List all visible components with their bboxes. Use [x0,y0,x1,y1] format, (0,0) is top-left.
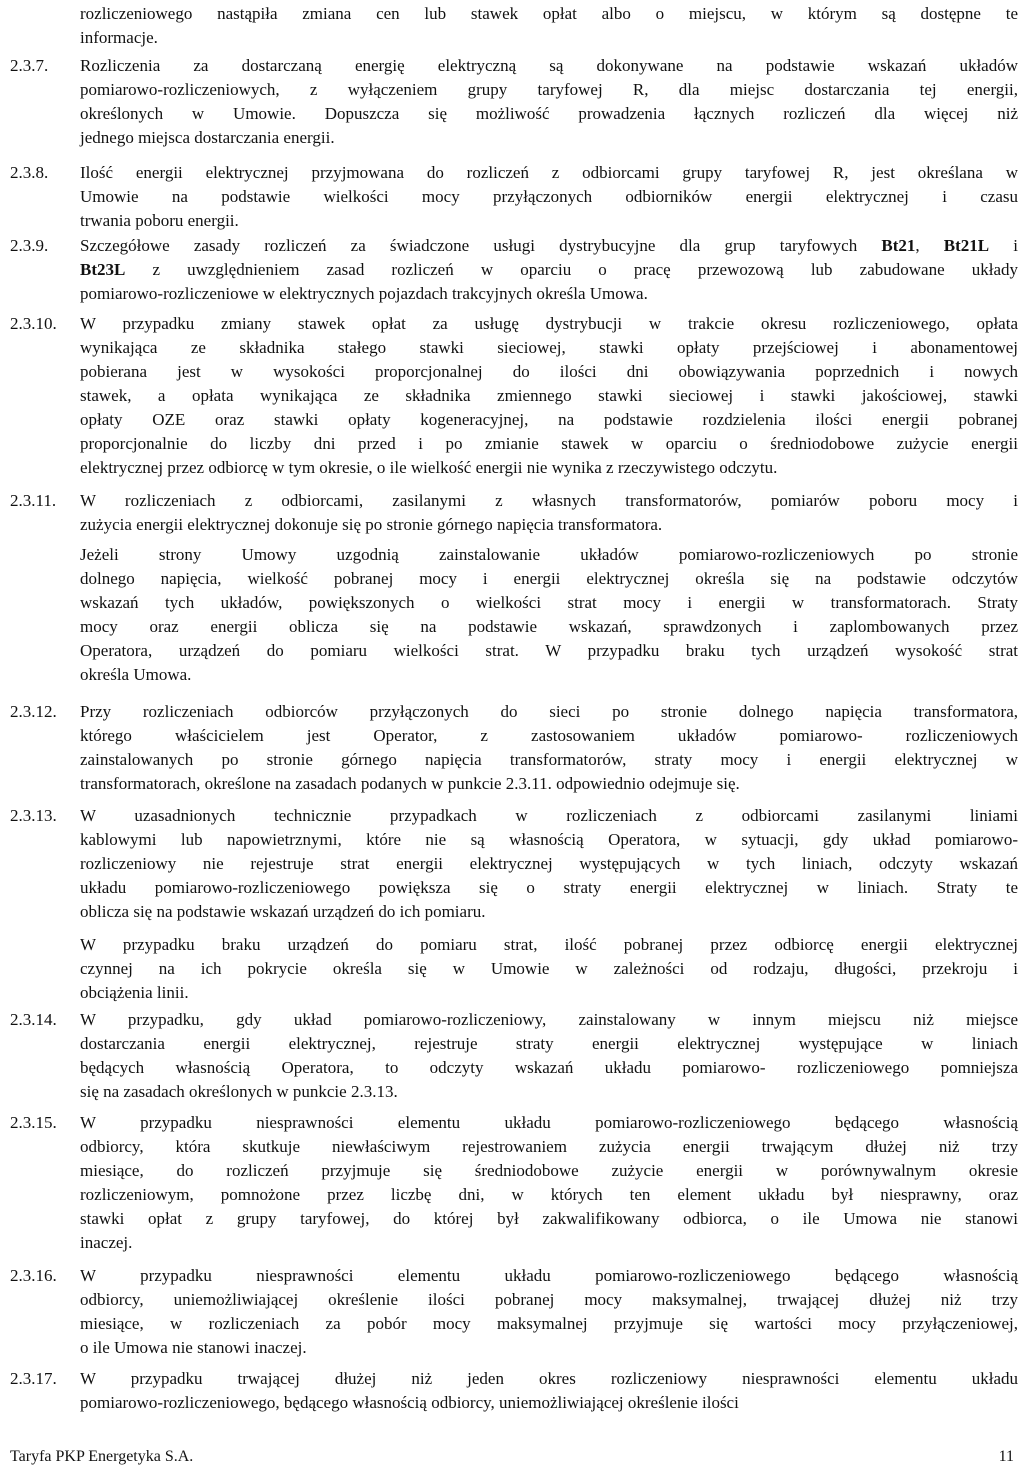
text-line: się na zasadach określonych w punkcie 2.3.13. [80,1082,398,1101]
section-2-3-7 [0,54,1024,150]
text-line: W przypadku braku urządzeń do pomiaru strat, ilość pobranej przez odbiorcę energii elektrycznej [80,935,1018,954]
section-2-3-17 [0,1367,1024,1415]
text-line: elektrycznej przez odbiorcę w tym okresie, o ile wielkość energii nie wynika z rzeczywistego odczytu. [80,458,778,477]
text-line: Operatora, urządzeń do pomiaru wielkości strat. W przypadku braku tych urządzeń wysokość strat [80,641,1018,660]
text-line: pobierana jest w wysokości proporcjonalnej do ilości dni obowiązywania poprzednich i nowych [80,362,1018,381]
text-line: dolnego napięcia, wielkość pobranej mocy i energii elektrycznej określa się na podstawie odczytów [80,569,1018,588]
text-line: trwania poboru energii. [80,211,239,230]
section-number: 2.3.14. [10,1010,57,1029]
text-line: Ilość energii elektrycznej przyjmowana do rozliczeń z odbiorcami grupy taryfowej R, jest określana w [80,163,1018,182]
text-line: oblicza się na podstawie wskazań urządzeń do ich pomiaru. [80,902,486,921]
section-number: 2.3.16. [10,1266,57,1285]
page-number: 11 [998,1448,1014,1465]
text-line: miesiące, w rozliczeniach za pobór mocy maksymalnej przyjmuje się wartości mocy przyłączeniowej, [80,1314,1018,1333]
text-line: czynnej na ich pokrycie określa się w Umowie w zależności od rodzaju, długości, przekroju i [80,959,1018,978]
section-2-3-13 [0,804,1024,924]
text-line: dostarczania energii elektrycznej, rejestruje straty energii elektrycznej występujące w liniach [80,1034,1018,1053]
text-line: obciążenia linii. [80,983,189,1002]
text-line: pomiarowo-rozliczeniowych, z wyłączeniem grupy taryfowej R, dla miejsc dostarczania tej energii, [80,80,1018,99]
section-2-3-11 [0,489,1024,537]
text-line: rozliczeniowym, pomnożone przez liczbę dni, w których ten element układu był niesprawny, oraz [80,1185,1018,1204]
text-line: W uzasadnionych technicznie przypadkach w rozliczeniach z odbiorcami zasilanymi liniami [80,806,1018,825]
continuation-paragraph [0,543,1024,687]
text-line: Umowie na podstawie wielkości mocy przyłączonych odbiorników energii elektrycznej i czasu [80,187,1018,206]
section-2-3-14 [0,1008,1024,1104]
text-line: o ile Umowa nie stanowi inaczej. [80,1338,307,1357]
section-2-3-15 [0,1111,1024,1255]
text-line: określa Umowa. [80,665,192,684]
section-2-3-9 [0,234,1024,306]
section-number: 2.3.9. [10,236,49,255]
text-line: rozliczeniowego nastąpiła zmiana cen lub stawek opłat albo o miejscu, w którym są dostępne te [80,4,1018,23]
text-line: rozliczeniowy nie rejestruje strat energii elektrycznej występujących w tych liniach, odczyty wskazań [80,854,1018,873]
text-line: Przy rozliczeniach odbiorców przyłączonych do sieci po stronie dolnego napięcia transformatora, [80,702,1018,721]
section-number: 2.3.15. [10,1113,57,1132]
section-2-3-16 [0,1264,1024,1360]
text-line: W przypadku trwającej dłużej niż jeden okres rozliczeniowy niesprawności elementu układu [80,1369,1018,1388]
section-2-3-12 [0,700,1024,796]
text-line: W rozliczeniach z odbiorcami, zasilanymi z własnych transformatorów, pomiarów poboru mocy i [80,491,1018,510]
text-line: proporcjonalnie do liczby dni przed i po zmianie stawek w oparciu o średniodobowe zużycie energii [80,434,1018,453]
footer-title: Taryfa PKP Energetyka S.A. [10,1448,194,1465]
text-line: stawek, a opłata wynikająca ze składnika zmiennego stawki sieciowej i stawki jakościowej, stawki [80,386,1018,405]
text-line: W przypadku niesprawności elementu układu pomiarowo-rozliczeniowego będącego własnością [80,1113,1018,1132]
text-line: informacje. [80,28,158,47]
text-line: miesiące, do rozliczeń przyjmuje się średniodobowe zużycie energii w porównywalnym okresie [80,1161,1018,1180]
text-line: zużycia energii elektrycznej dokonuje się po stronie górnego napięcia transformatora. [80,515,663,534]
text-line: Rozliczenia za dostarczaną energię elektryczną są dokonywane na podstawie wskazań układów [80,56,1018,75]
text-line: Bt23L z uwzględnieniem zasad rozliczeń w oparciu o pracę przewozową lub zabudowane układy [80,260,1018,279]
section-number: 2.3.7. [10,56,49,75]
text-line: stawki opłat z grupy taryfowej, do której był zakwalifikowany odbiorca, o ile Umowa nie stanowi [80,1209,1018,1228]
continuation-paragraph [0,2,1024,50]
section-number: 2.3.12. [10,702,57,721]
text-line: odbiorcy, która skutkuje niewłaściwym rejestrowaniem zużycia energii trwającym dłużej niż trzy [80,1137,1018,1156]
text-line: wynikająca ze składnika stałego stawki sieciowej, stawki opłaty przejściowej i abonamentowej [80,338,1018,357]
text-line: pomiarowo-rozliczeniowe w elektrycznych pojazdach trakcyjnych określa Umowa. [80,284,648,303]
text-line: Szczegółowe zasady rozliczeń za świadczone usługi dystrybucyjne dla grup taryfowych Bt21, Bt21L i [80,236,1018,255]
text-line: opłaty OZE oraz stawki opłaty kogeneracyjnej, na podstawie rozdzielenia ilości energii pobranej [80,410,1018,429]
text-line: odbiorcy, uniemożliwiającej określenie ilości pobranej mocy maksymalnej, trwającej dłużej niż trzy [80,1290,1018,1309]
text-line: W przypadku niesprawności elementu układu pomiarowo-rozliczeniowego będącego własnością [80,1266,1018,1285]
section-2-3-8 [0,161,1024,233]
text-line: kablowymi lub napowietrznymi, które nie są własnością Operatora, w sytuacji, gdy układ pomiarowo- [80,830,1018,849]
text-line: Jeżeli strony Umowy uzgodnią zainstalowanie układów pomiarowo-rozliczeniowych po stronie [80,545,1018,564]
text-line: którego właścicielem jest Operator, z zastosowaniem układów pomiarowo- rozliczeniowych [80,726,1018,745]
text-line: będących własnością Operatora, to odczyty wskazań układu pomiarowo- rozliczeniowego pomniejsza [80,1058,1018,1077]
text-line: zainstalowanych po stronie górnego napięcia transformatorów, straty mocy i energii elektrycznej w [80,750,1018,769]
text-line: pomiarowo-rozliczeniowego, będącego własnością odbiorcy, uniemożliwiającej określenie ilości [80,1393,739,1412]
text-line: określonych w Umowie. Dopuszcza się możliwość prowadzenia łącznych rozliczeń dla więcej niż [80,104,1018,123]
text-line: jednego miejsca dostarczania energii. [80,128,335,147]
section-number: 2.3.11. [10,491,57,510]
text-line: wskazań tych układów, powiększonych o wielkości strat mocy i energii w transformatorach. Straty [80,593,1018,612]
section-number: 2.3.8. [10,163,49,182]
text-line: transformatorach, określone na zasadach podanych w punkcie 2.3.11. odpowiednio odejmuje się. [80,774,740,793]
section-number: 2.3.10. [10,314,57,333]
text-line: W przypadku zmiany stawek opłat za usługę dystrybucji w trakcie okresu rozliczeniowego, opłata [80,314,1018,333]
section-number: 2.3.13. [10,806,57,825]
text-line: układu pomiarowo-rozliczeniowego powiększa się o straty energii elektrycznej w liniach. Straty te [80,878,1018,897]
section-2-3-10 [0,312,1024,480]
text-line: inaczej. [80,1233,133,1252]
text-line: W przypadku, gdy układ pomiarowo-rozliczeniowy, zainstalowany w innym miejscu niż miejsce [80,1010,1018,1029]
text-line: mocy oraz energii oblicza się na podstawie wskazań, sprawdzonych i zaplombowanych przez [80,617,1018,636]
section-number: 2.3.17. [10,1369,57,1388]
continuation-paragraph [0,933,1024,1005]
